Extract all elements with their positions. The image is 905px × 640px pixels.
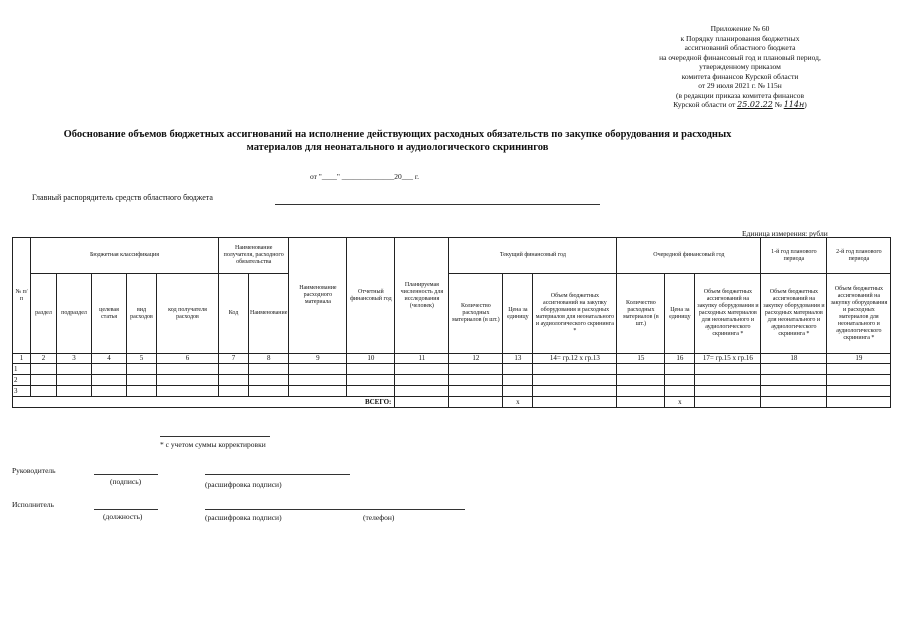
footnote: * с учетом суммы корректировки	[160, 440, 266, 449]
table-cell	[761, 386, 827, 397]
table-cell	[289, 375, 347, 386]
col-number: 5	[127, 354, 157, 364]
table-cell	[92, 375, 127, 386]
table-cell	[249, 364, 289, 375]
col-number: 3	[57, 354, 92, 364]
table-cell	[761, 364, 827, 375]
table-cell	[761, 397, 827, 408]
header-planned-count: Планируемая численность для исследования (человек)	[395, 238, 449, 354]
row-number: 2	[13, 375, 31, 386]
table-cell	[249, 375, 289, 386]
table-cell	[617, 397, 665, 408]
table-cell	[395, 364, 449, 375]
table-cell	[617, 375, 665, 386]
col-number: 12	[449, 354, 503, 364]
table-cell	[827, 375, 891, 386]
header-volume-current: Объем бюджетных ассигнований на закупку оборудования и расходных материалов для неонатального и аудиологического скрининга *	[533, 274, 617, 354]
table-cell	[827, 397, 891, 408]
header-section: раздел	[31, 274, 57, 354]
handwritten-date: 25.02.22	[737, 100, 773, 109]
header-recipient: Наименование получателя, расходного обязательства	[219, 238, 289, 274]
appendix-line: на очередной финансовый год и плановый период,	[659, 52, 821, 62]
decoding-caption: (расшифровка подписи)	[205, 480, 282, 489]
document-title	[20, 128, 775, 154]
appendix-block	[625, 24, 855, 110]
header-target-article: целевая статья	[92, 274, 127, 354]
table-cell	[219, 364, 249, 375]
table-row	[13, 375, 891, 386]
appendix-line: Приложение № 60	[710, 24, 770, 33]
table-cell	[695, 364, 761, 375]
header-current-year: Текущий финансовый год	[449, 238, 617, 274]
table-cell	[617, 364, 665, 375]
table-cell	[695, 386, 761, 397]
col-number: 7	[219, 354, 249, 364]
x-mark: х	[665, 397, 695, 408]
appendix-last-line	[625, 100, 855, 110]
table-cell	[617, 386, 665, 397]
table-cell	[533, 397, 617, 408]
col-number: 8	[249, 354, 289, 364]
appendix-line: к Порядку планирования бюджетных	[680, 33, 800, 43]
header-quantity-current: Количество расходных материалов (в шт.)	[449, 274, 503, 354]
table-cell	[665, 375, 695, 386]
table-cell	[449, 397, 503, 408]
table-cell	[533, 386, 617, 397]
appendix-line: комитета финансов Курской области	[681, 71, 799, 81]
row-number: 1	[13, 364, 31, 375]
table-row	[13, 386, 891, 397]
table-cell	[57, 375, 92, 386]
number-sign: №	[774, 100, 782, 109]
table-cell	[157, 386, 219, 397]
table-cell	[127, 375, 157, 386]
table-cell	[347, 375, 395, 386]
footnote-separator	[160, 436, 270, 437]
table-cell	[533, 375, 617, 386]
table-cell	[219, 375, 249, 386]
header-recipient-code: код получателя расходов	[157, 274, 219, 354]
total-label: ВСЕГО:	[13, 397, 395, 408]
table-cell	[157, 375, 219, 386]
table-cell	[449, 364, 503, 375]
table-cell	[665, 364, 695, 375]
appendix-last-prefix: Курской области от	[673, 100, 736, 109]
unit-label: Единица измерения: рубли	[742, 229, 828, 238]
table-cell	[395, 397, 449, 408]
executor-position-line	[94, 509, 158, 510]
header-volume-plan1: Объем бюджетных ассигнований на закупку оборудования и расходных материалов для неонатального и аудиологического скрининга *	[761, 274, 827, 354]
appendix-line: утвержденному приказом	[699, 62, 781, 71]
table-cell	[31, 375, 57, 386]
table-cell	[449, 375, 503, 386]
col-number: 2	[31, 354, 57, 364]
closing-paren: )	[804, 100, 807, 109]
table-cell	[31, 364, 57, 375]
header-price-next: Цена за единицу	[665, 274, 695, 354]
table-cell	[449, 386, 503, 397]
table-cell	[827, 386, 891, 397]
main-manager-label: Главный распорядитель средств областного бюджета	[32, 193, 213, 202]
col-number: 10	[347, 354, 395, 364]
column-numbers-row	[13, 354, 891, 364]
table-cell	[249, 386, 289, 397]
header-volume-next: Объем бюджетных ассигнований на закупку оборудования и расходных материалов для неонатального и аудиологического скрининга *	[695, 274, 761, 354]
table-cell	[695, 397, 761, 408]
header-subsection: подраздел	[57, 274, 92, 354]
table-cell	[92, 386, 127, 397]
table-cell	[533, 364, 617, 375]
head-label: Руководитель	[12, 466, 56, 475]
table-cell	[289, 364, 347, 375]
table-cell	[219, 386, 249, 397]
executor-decoding-line	[205, 509, 465, 510]
position-caption: (должность)	[103, 512, 143, 521]
header-plan-year-2: 2-й год планового периода	[827, 238, 891, 274]
total-row	[13, 397, 891, 408]
col-number: 9	[289, 354, 347, 364]
col-number: 11	[395, 354, 449, 364]
col-number: 19	[827, 354, 891, 364]
header-num: № п/п	[13, 238, 31, 354]
decoding-caption-2: (расшифровка подписи)	[205, 513, 282, 522]
col-number: 1	[13, 354, 31, 364]
table-cell	[127, 364, 157, 375]
table-cell	[503, 375, 533, 386]
table-cell	[31, 386, 57, 397]
table-cell	[503, 364, 533, 375]
header-quantity-next: Количество расходных материалов (в шт.)	[617, 274, 665, 354]
col-number: 13	[503, 354, 533, 364]
col-number: 6	[157, 354, 219, 364]
handwritten-number: 114н	[783, 100, 805, 109]
col-number: 17= гр.15 х гр.16	[695, 354, 761, 364]
table-cell	[57, 364, 92, 375]
date-line: от "____" ______________20___ г.	[310, 172, 420, 181]
header-report-year: Отчетный финансовый год	[347, 238, 395, 354]
head-signature-line	[94, 474, 158, 475]
header-volume-plan2: Объем бюджетных ассигнований на закупку оборудования и расходных материалов для неонатального и аудиологического скрининга *	[827, 274, 891, 354]
table-cell	[347, 386, 395, 397]
table-cell	[695, 375, 761, 386]
head-decoding-line	[205, 474, 350, 475]
table-cell	[92, 364, 127, 375]
main-table	[12, 237, 891, 408]
main-manager-field-line	[275, 204, 600, 205]
table-cell	[395, 375, 449, 386]
col-number: 4	[92, 354, 127, 364]
appendix-line: ассигнований областного бюджета	[684, 43, 796, 52]
table-cell	[289, 386, 347, 397]
title-line-1: Обоснование объемов бюджетных ассигнований на исполнение действующих расходных обязательств по закупке оборудования и расходных	[63, 129, 732, 140]
col-number: 16	[665, 354, 695, 364]
phone-caption: (телефон)	[363, 513, 395, 522]
table-cell	[57, 386, 92, 397]
signature-caption: (подпись)	[110, 477, 142, 486]
header-budget-classification: Бюджетная классификация	[31, 238, 219, 274]
table-cell	[665, 386, 695, 397]
table-cell	[395, 386, 449, 397]
col-number: 15	[617, 354, 665, 364]
table-cell	[127, 386, 157, 397]
executor-label: Исполнитель	[12, 500, 54, 509]
table-cell	[503, 386, 533, 397]
table-cell	[347, 364, 395, 375]
appendix-line: (в редакции приказа комитета финансов	[675, 90, 805, 100]
table-row	[13, 364, 891, 375]
x-mark: х	[503, 397, 533, 408]
header-code: Код	[219, 274, 249, 354]
header-expense-type: вид расходов	[127, 274, 157, 354]
header-plan-year-1: 1-й год планового периода	[761, 238, 827, 274]
header-next-year: Очередной финансовый год	[617, 238, 761, 274]
appendix-line: от 29 июля 2021 г. № 115н	[698, 81, 782, 90]
table-cell	[157, 364, 219, 375]
title-line-2: материалов для неонатального и аудиологического скринингов	[246, 142, 549, 153]
col-number: 18	[761, 354, 827, 364]
header-name: Наименование	[249, 274, 289, 354]
table-cell	[761, 375, 827, 386]
table-cell	[827, 364, 891, 375]
col-number: 14= гр.12 х гр.13	[533, 354, 617, 364]
header-material-name: Наименование расходного материала	[289, 238, 347, 354]
header-price-current: Цена за единицу	[503, 274, 533, 354]
row-number: 3	[13, 386, 31, 397]
